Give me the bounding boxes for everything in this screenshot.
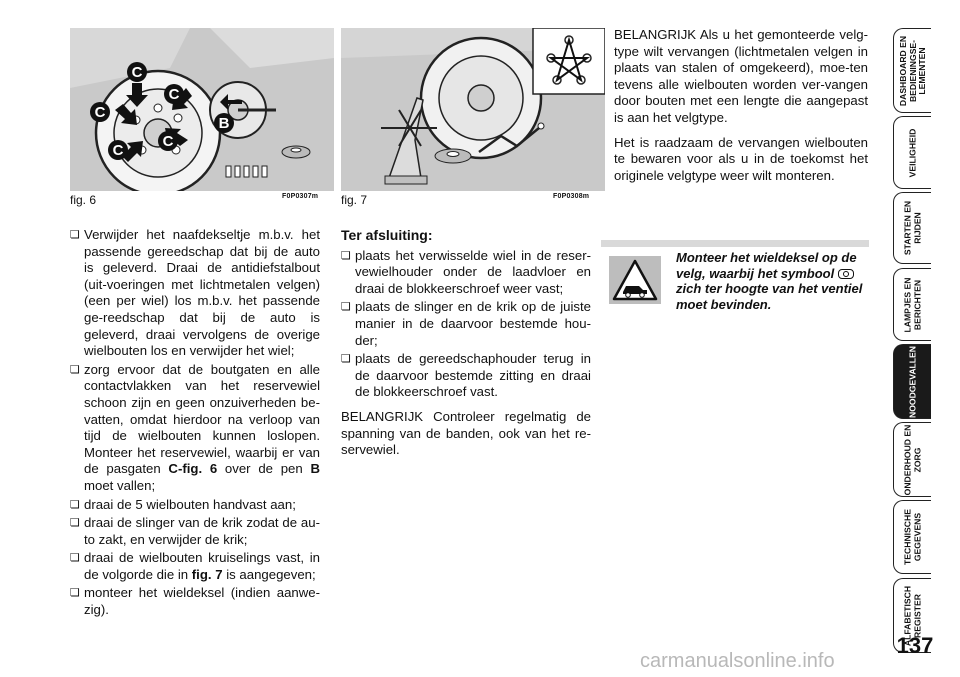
fig6-callout-c-4: C: [112, 142, 124, 159]
left-item-4: ❏ draai de slinger van de krik zodat de au-to zakt, en verwijder de krik;: [70, 515, 320, 548]
tab-lampjes-en-berichten[interactable]: LAMPJES EN BERICHTEN: [893, 268, 931, 341]
tab-noodgevallen[interactable]: NOODGEVALLEN: [893, 344, 931, 419]
left-item-1: ❏ Verwijder het naafdekseltje m.b.v. het passende gereedschap dat bij de auto is geleverd. Draai de antidiefstalbout (uit-voeringen met lichtmetalen velgen) (een per wiel) los m.b.v. het passende ge-reedschap dat bij de auto is geleverd, draai vervolgens de overige wielbouten los en verwijder het wiel;: [70, 227, 320, 360]
figure-6-image: [70, 28, 334, 191]
left-item-6: ❏ monteer het wieldeksel (indien aanwe-zig).: [70, 585, 320, 618]
right-column: [614, 27, 868, 192]
fig6-callout-c-2: C: [94, 104, 106, 121]
right-paragraph-2: Het is raadzaam de vervangen wielbouten te bewaren voor als u in de toekomst het originele velgtype weer wilt monteren.: [614, 134, 868, 183]
left-item-3: ❏ draai de 5 wielbouten handvast aan;: [70, 497, 320, 514]
middle-item-1: ❏ plaats het verwisselde wiel in de reser-vewielhouder onder de laadvloer en draai de blokkeerschroef weer vast;: [341, 248, 591, 298]
left-item-2: ❏ zorg ervoor dat de boutgaten en alle contactvlakken van het reservewiel schoon zijn en geen onzuiverheden be-vatten, omdat hierdoor na verloop van tijd de wielbouten kunnen loslopen. Monteer het reservewiel, waarbij er van de pasgaten C-fig. 6 over de pen B moet vallen;: [70, 362, 320, 495]
tab-starten-en-rijden[interactable]: STARTEN EN RIJDEN: [893, 192, 931, 264]
right-paragraph-1: BELANGRIJK Als u het gemonteerde velg-type wilt vervangen (lichtmetalen velgen in plaats van stalen of omgekeerd), moe-ten tevens alle wielbouten worden ver-vangen door bouten met een lengte die aangepast is aan het velgtype.: [614, 27, 868, 125]
figure-6-caption: fig. 6: [70, 193, 97, 207]
middle-paragraph: BELANGRIJK Controleer regelmatig de spanning van de banden, ook van het re-servewiel.: [341, 408, 591, 458]
warning-bar: [601, 240, 869, 247]
middle-column: [341, 227, 591, 467]
watermark: carmanualsonline.info: [640, 650, 835, 672]
middle-heading: Ter afsluiting:: [341, 227, 433, 243]
tab-technische-gegevens[interactable]: TECHNISCHE GEGEVENS: [893, 500, 931, 574]
middle-item-2: ❏ plaats de slinger en de krik op de juiste manier in de daarvoor bestemde hou-der;: [341, 299, 591, 349]
middle-item-3: ❏ plaats de gereedschaphouder terug in de daarvoor bestemde zitting en draai de blokkeerschroef vast.: [341, 351, 591, 401]
fig6-callout-b: B: [218, 115, 230, 132]
tab-veiligheid[interactable]: VEILIGHEID: [893, 116, 931, 189]
fig6-callout-c-3: C: [168, 86, 180, 103]
tab-onderhoud-en-zorg[interactable]: ONDERHOUD EN ZORG: [893, 422, 931, 497]
figure-7-code: F0P0308m: [553, 193, 590, 200]
fig6-callout-c-1: C: [131, 64, 143, 81]
warning-triangle-icon: [609, 256, 661, 304]
warning-text: Monteer het wieldeksel op de velg, waarbij het symbool zich ter hoogte van het ventiel moet bevinden.: [676, 250, 863, 312]
warning-box: [601, 240, 869, 310]
page-number: 137: [896, 633, 934, 658]
figure-7-image: [341, 28, 605, 191]
tab-alfabetisch-register[interactable]: ALFABETISCH REGISTER: [893, 578, 931, 653]
figure-7-caption: fig. 7: [341, 193, 368, 207]
left-column: [70, 227, 320, 621]
fig6-callout-c-5: C: [162, 133, 174, 150]
figure-6-code: F0P0307m: [282, 193, 319, 200]
valve-symbol-icon: [838, 269, 854, 279]
tab-dashboard[interactable]: DASHBOARD EN BEDIENINGSE- LEMENTEN: [893, 28, 931, 113]
left-item-5: ❏ draai de wielbouten kruiselings vast, in de volgorde die in fig. 7 is aangegeven;: [70, 550, 320, 583]
